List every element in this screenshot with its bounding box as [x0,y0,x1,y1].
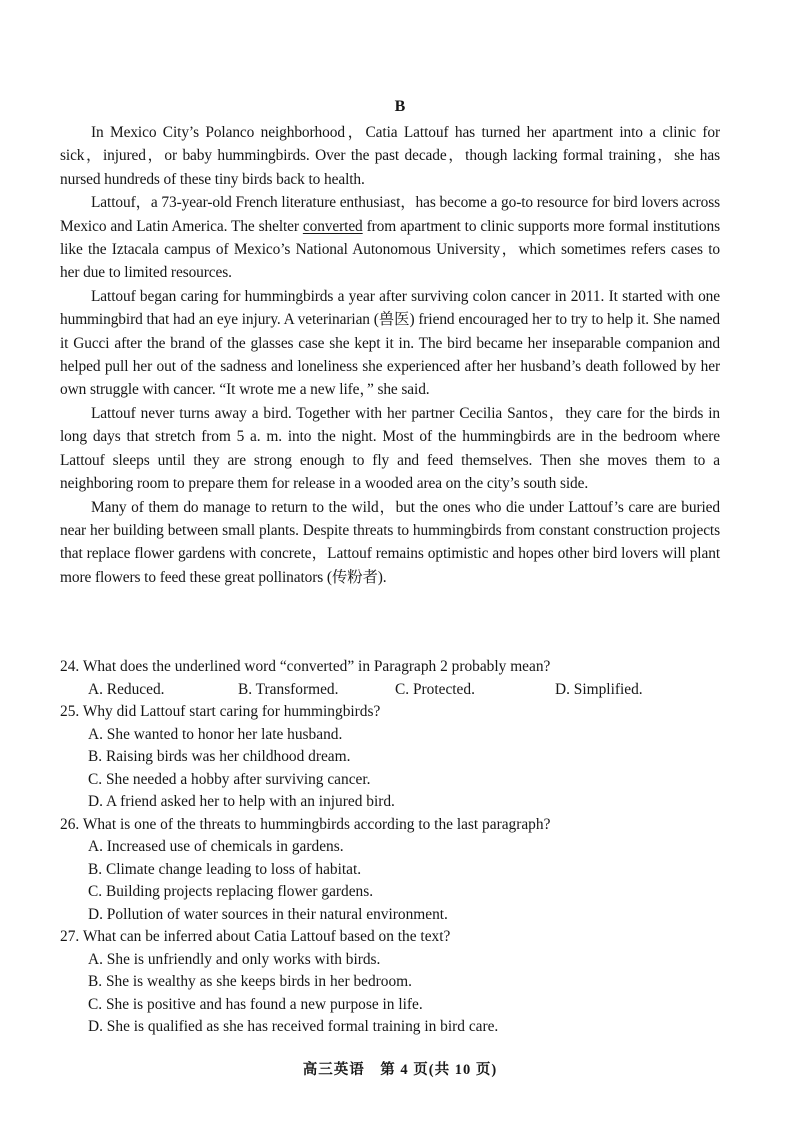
question-list [60,656,740,1039]
question-stem [60,701,740,724]
question-number: 24. [60,658,80,675]
question-number: 25. [60,703,80,720]
option-b: B. Climate change leading to loss of habitat. [88,860,362,878]
underlined-word: converted [302,217,363,235]
option-row [60,679,740,702]
paragraph-5: Many of them do manage to return to the wild，but the ones who die under Lattouf’s care are buried near her building between small plants. Despite threats to hummingbirds from constant construction projects that replace flower gardens with concrete，Lattouf remains optimistic and hopes other bird lovers will plant more flowers to feed these great pollinators (传粉者). [60,498,720,586]
question-stem [60,656,740,679]
option-d: D. A friend asked her to help with an injured bird. [88,793,395,810]
question-number: 26. [60,815,80,833]
question-text: Why did Lattouf start caring for hummingbirds? [82,703,381,720]
option-c: C. She is positive and has found a new purpose in life. [88,995,423,1013]
option-b: B. Transformed. [238,680,339,698]
option-b: B. Raising birds was her childhood dream. [88,748,351,765]
option-a: A. Increased use of chemicals in gardens. [88,838,344,855]
question-26 [60,814,740,927]
question-number: 27. [60,928,80,945]
option-a: A. She is unfriendly and only works with birds. [88,950,381,968]
option-a: A. Reduced. [88,680,165,698]
option-d: D. Pollution of water sources in their natural environment. [88,905,448,923]
question-stem [60,814,740,837]
section-title: B [394,98,406,115]
option-b: B. She is wealthy as she keeps birds in her bedroom. [88,973,412,990]
question-27 [60,926,740,1039]
option-d: D. Simplified. [555,680,643,698]
question-text: What is one of the threats to hummingbirds according to the last paragraph? [82,815,551,833]
option-a: A. She wanted to honor her late husband. [88,725,343,743]
paragraph-4: Lattouf never turns away a bird. Together with her partner Cecilia Santos，they care for the birds in long days that stretch from 5 a. m. into the night. Most of the hummingbirds are in the bedroom where Lattouf sleeps until they are strong enough to fly and feed themselves. Then she moves them to a neighboring room to prepare them for release in a wooded area on the city’s south side. [60,404,720,493]
paragraph-2-after: from apartment to clinic supports more formal institutions like the Iztacala campus of Mexico’s National Autonomous University，which sometimes refers cases to her due to limited resources. [60,217,720,282]
option-c: C. Building projects replacing flower gardens. [88,883,374,900]
question-24 [60,656,740,701]
option-c: C. She needed a hobby after surviving cancer. [88,770,371,788]
question-text: What can be inferred about Catia Lattouf based on the text? [82,928,451,945]
option-d: D. She is qualified as she has received formal training in bird care. [88,1018,499,1035]
paragraph-2-before: Lattouf，a 73-year-old French literature enthusiast，has become a go-to resource for bird lovers across Mexico and Latin America. The shelter [60,194,720,235]
paragraph-1: In Mexico City’s Polanco neighborhood，Catia Lattouf has turned her apartment into a clinic for sick，injured，or baby hummingbirds. Over the past decade，though lacking formal training，she has nursed hundreds of these tiny birds back to health. [60,124,720,188]
paragraph-2 [60,191,720,285]
paragraph-3: Lattouf began caring for hummingbirds a year after surviving colon cancer in 2011. It started with one hummingbird that had an eye injury. A veterinarian (兽医) friend encouraged her to try to help it. She named it Gucci after the brand of the glasses case she kept it in. The bird became her inseparable companion and helped pull her out of the sadness and loneliness she experienced after her husband’s death followed by her own struggle with cancer. “It wrote me a new life，” she said. [60,287,720,399]
question-25 [60,701,740,814]
option-c: C. Protected. [395,680,475,698]
question-text: What does the underlined word “converted” in Paragraph 2 probably mean? [82,658,551,675]
page-footer: 高三英语 第 4 页(共 10 页) [302,1062,498,1078]
question-stem [60,926,740,949]
reading-passage [60,121,720,589]
